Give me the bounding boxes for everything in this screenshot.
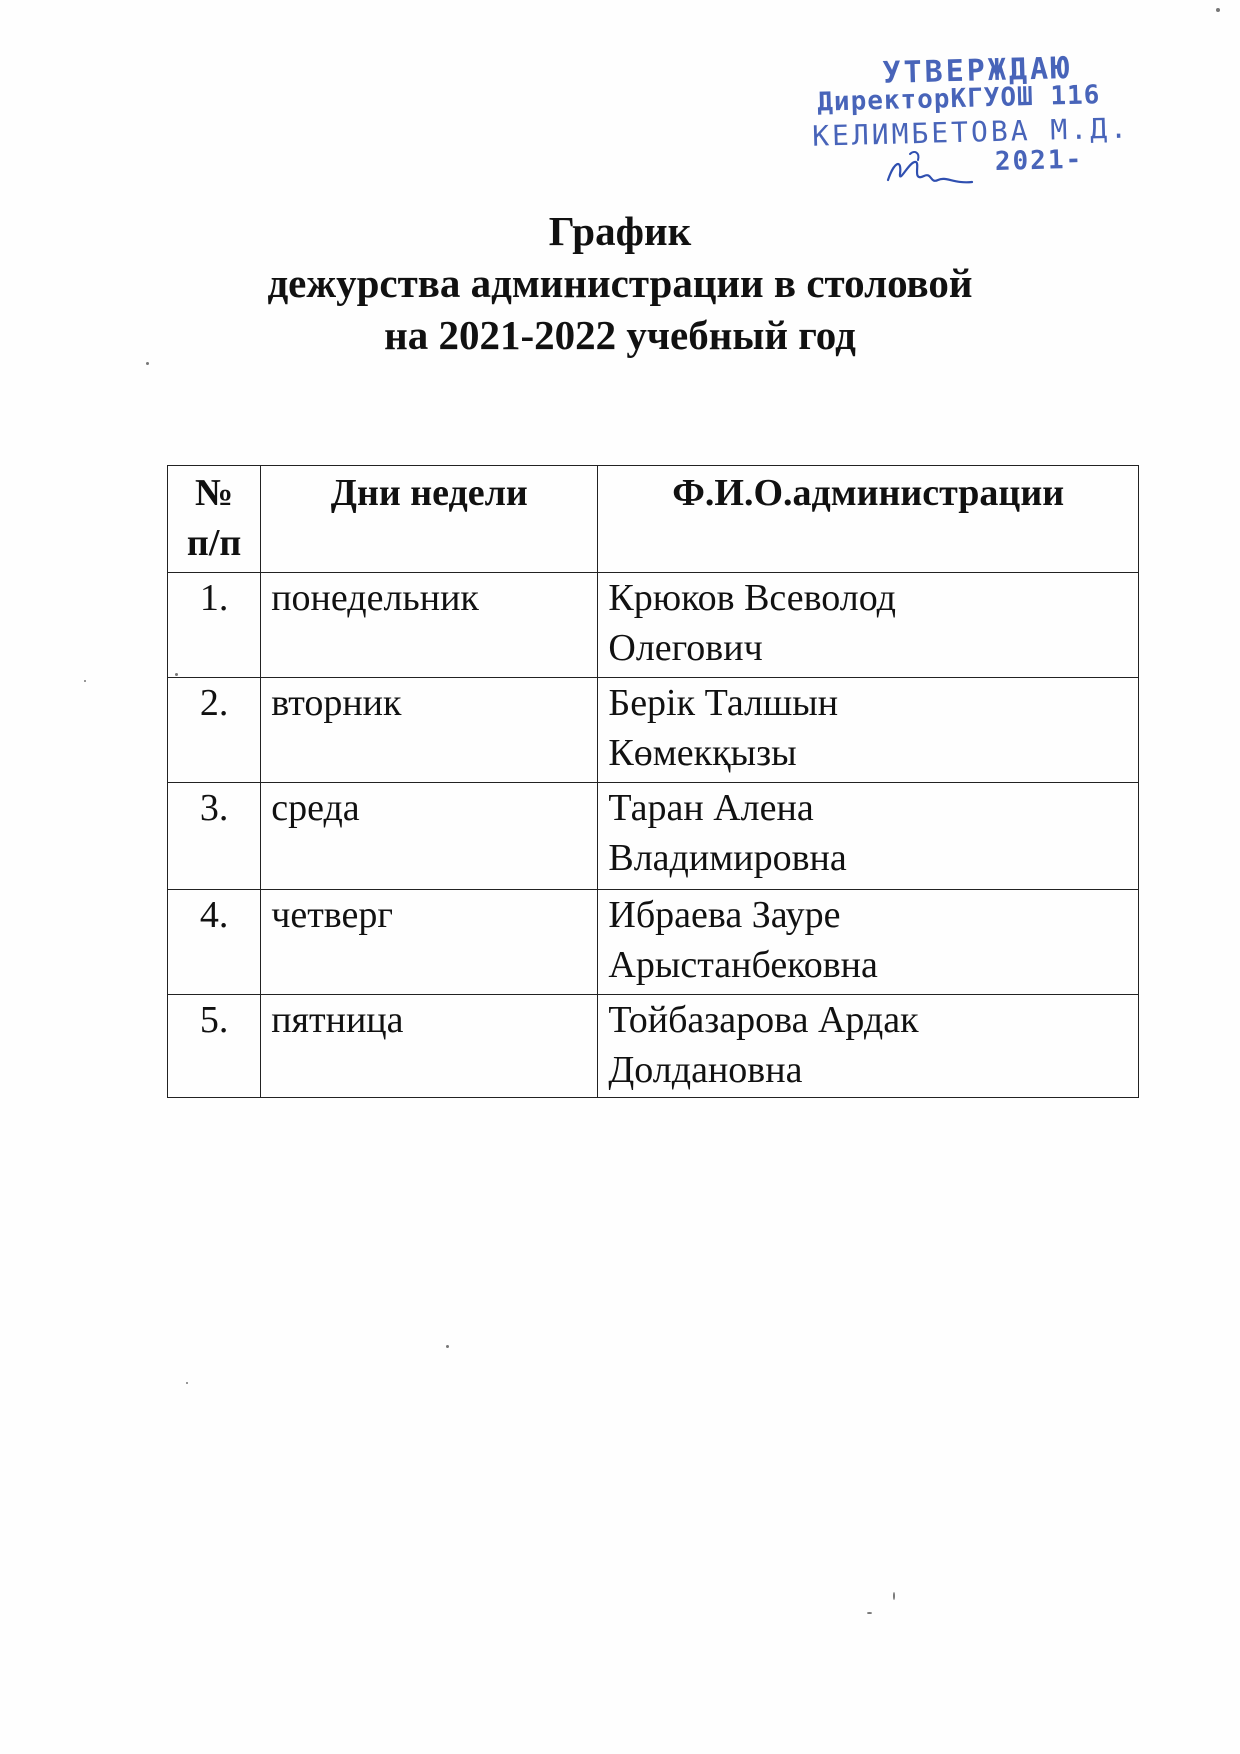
- table-row: [168, 573, 1139, 678]
- duty-schedule-table: [167, 465, 1139, 1098]
- document-title: [0, 205, 1240, 361]
- row-number: 5.: [168, 995, 261, 1098]
- row-day: среда: [261, 783, 598, 890]
- row-name: [598, 783, 1139, 890]
- row-name-line-2: Көмекқызы: [608, 732, 797, 774]
- row-name-line-1: Тойбазарова Ардак: [608, 999, 919, 1041]
- table-row: [168, 995, 1139, 1098]
- header-number-label: п/п: [186, 522, 242, 564]
- row-number: 1.: [168, 573, 261, 678]
- header-number: [168, 466, 261, 573]
- row-name-line-2: Долдановна: [608, 1049, 803, 1091]
- row-day: пятница: [261, 995, 598, 1098]
- row-name-line-1: Берік Талшын: [608, 682, 839, 724]
- row-day: понедельник: [261, 573, 598, 678]
- stamp-director-text: ДиректорКГУОШ 116: [816, 80, 1101, 118]
- row-number: 2.: [168, 678, 261, 783]
- stamp-year: 2021-: [994, 144, 1084, 178]
- row-name: [598, 890, 1139, 995]
- table-row: [168, 890, 1139, 995]
- row-name-line-1: Крюков Всеволод: [608, 577, 897, 619]
- table-row: [168, 678, 1139, 783]
- row-name-line-2: Олегович: [608, 627, 763, 669]
- stamp-director-name: КЕЛИМБЕТОВА М.Д.: [811, 111, 1131, 153]
- header-day: Дни недели: [261, 466, 598, 573]
- table-row: [168, 783, 1139, 890]
- header-name: Ф.И.О.администрации: [598, 466, 1139, 573]
- title-line-1: График: [548, 208, 692, 254]
- signature-icon: [880, 140, 980, 200]
- row-name-line-1: Ибраева Зауре: [608, 894, 841, 936]
- header-number-sign: №: [195, 472, 234, 514]
- row-name: [598, 995, 1139, 1098]
- row-name-line-1: Таран Алена: [608, 787, 814, 829]
- row-name-line-2: Арыстанбековна: [608, 944, 878, 986]
- row-name-line-2: Владимировна: [608, 837, 847, 879]
- row-name: [598, 678, 1139, 783]
- table-header-row: [168, 466, 1139, 573]
- stamp-approve-text: УТВЕРЖДАЮ: [882, 50, 1073, 91]
- row-number: 3.: [168, 783, 261, 890]
- row-day: вторник: [261, 678, 598, 783]
- row-number: 4.: [168, 890, 261, 995]
- row-name: [598, 573, 1139, 678]
- title-line-3: на 2021-2022 учебный год: [384, 312, 856, 358]
- title-line-2: дежурства администрации в столовой: [267, 260, 973, 306]
- row-day: четверг: [261, 890, 598, 995]
